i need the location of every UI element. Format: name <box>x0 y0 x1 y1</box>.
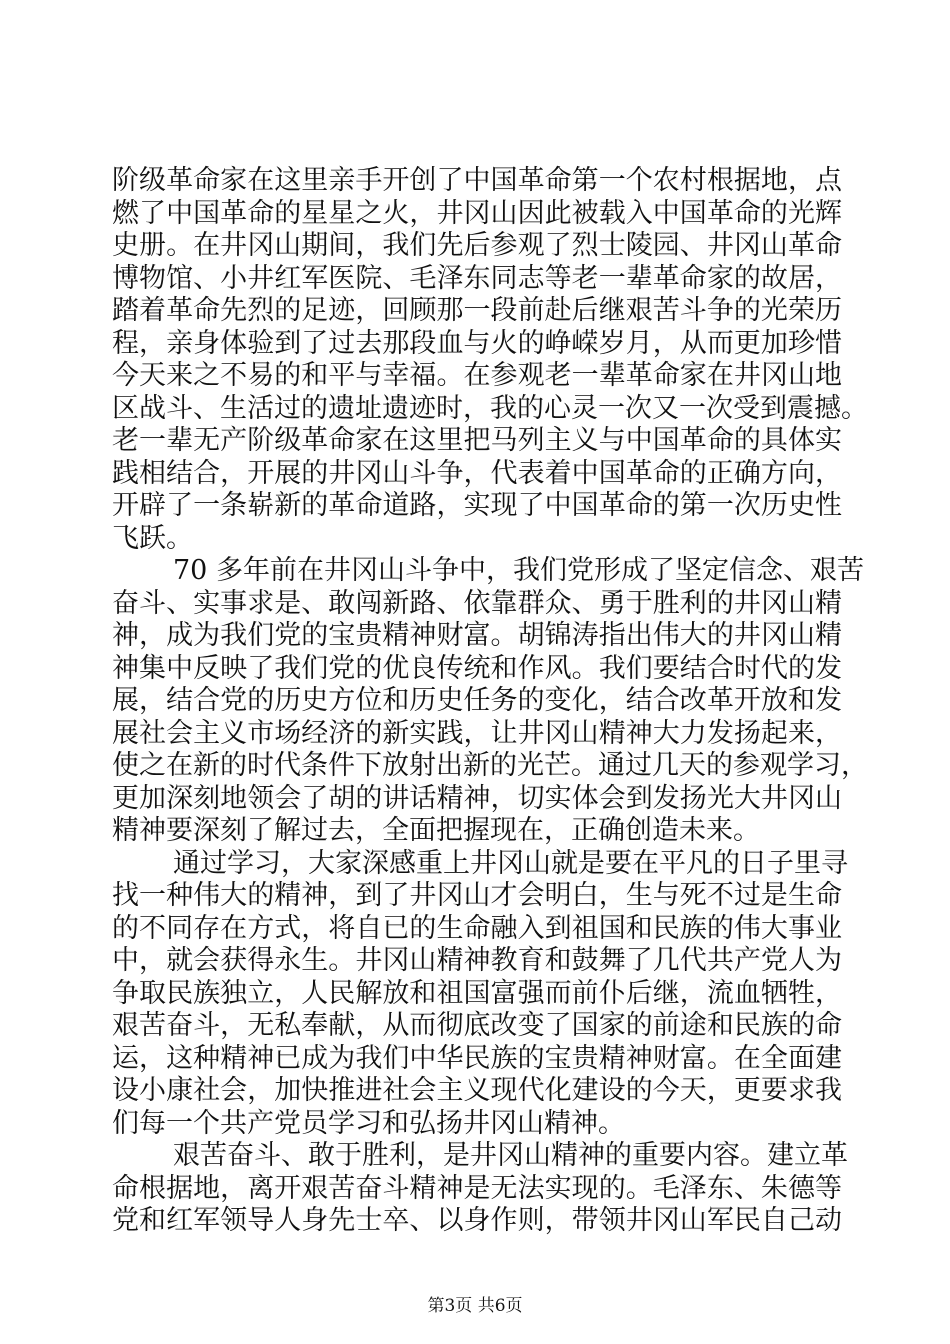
text-line: 开辟了一条崭新的革命道路，实现了中国革命的第一次历史性 <box>112 490 842 521</box>
text-line: 史册。在井冈山期间，我们先后参观了烈士陵园、井冈山革命 <box>112 230 842 261</box>
text-line: 今天来之不易的和平与幸福。在参观老一辈革命家在井冈山地 <box>112 360 842 391</box>
text-line: 奋斗、实事求是、敢闯新路、依靠群众、勇于胜利的井冈山精 <box>112 587 842 619</box>
text-line: 艰苦奋斗，无私奉献，从而彻底改变了国家的前途和民族的命 <box>112 1010 842 1041</box>
paragraph-first-line: 艰苦奋斗、敢于胜利，是井冈山精神的重要内容。建立革 <box>173 1140 848 1171</box>
text-line: 中，就会获得永生。井冈山精神教育和鼓舞了几代共产党人为 <box>112 945 842 976</box>
text-line: 运，这种精神已成为我们中华民族的宝贵精神财富。在全面建 <box>112 1042 842 1074</box>
body-text <box>112 165 868 1238</box>
text-line: 阶级革命家在这里亲手开创了中国革命第一个农村根据地，点 <box>112 165 842 196</box>
paragraph-first-line: 70 多年前在井冈山斗争中，我们党形成了坚定信念、艰苦 <box>173 555 864 586</box>
text-line: 展，结合党的历史方位和历史任务的变化，结合改革开放和发 <box>112 685 842 716</box>
text-line: 找一种伟大的精神，到了井冈山才会明白，生与死不过是生命 <box>112 880 842 911</box>
paragraph-first-line: 通过学习，大家深感重上井冈山就是要在平凡的日子里寻 <box>173 847 848 879</box>
text-line: 使之在新的时代条件下放射出新的光芒。通过几天的参观学习， <box>112 750 868 781</box>
page-number-footer: 第3页 共6页 <box>427 1296 523 1316</box>
text-line: 党和红军领导人身先士卒、以身作则，带领井冈山军民自己动 <box>112 1205 842 1236</box>
text-line: 的不同存在方式，将自已的生命融入到祖国和民族的伟大事业 <box>112 912 842 944</box>
text-line: 神集中反映了我们党的优良传统和作风。我们要结合时代的发 <box>112 652 842 684</box>
text-line: 设小康社会，加快推进社会主义现代化建设的今天，更要求我 <box>112 1075 842 1106</box>
text-line: 区战斗、生活过的遗址遗迹时，我的心灵一次又一次受到震撼。 <box>112 392 868 424</box>
text-line: 争取民族独立，人民解放和祖国富强而前仆后继，流血牺牲， <box>112 977 842 1009</box>
text-line: 践相结合，开展的井冈山斗争，代表着中国革命的正确方向， <box>112 457 842 489</box>
text-line: 程，亲身体验到了过去那段血与火的峥嵘岁月，从而更加珍惜 <box>112 327 842 359</box>
text-line: 展社会主义市场经济的新实践，让井冈山精神大力发扬起来， <box>112 717 842 749</box>
text-line: 博物馆、小井红军医院、毛泽东同志等老一辈革命家的故居， <box>112 262 842 294</box>
text-line: 神，成为我们党的宝贵精神财富。胡锦涛指出伟大的井冈山精 <box>112 620 842 651</box>
text-line: 踏着革命先烈的足迹，回顾那一段前赴后继艰苦斗争的光荣历 <box>112 295 842 326</box>
text-line: 命根据地，离开艰苦奋斗精神是无法实现的。毛泽东、朱德等 <box>112 1172 842 1204</box>
text-line: 飞跃。 <box>112 522 193 554</box>
text-line: 们每一个共产党员学习和弘扬井冈山精神。 <box>112 1107 625 1139</box>
text-line: 更加深刻地领会了胡的讲话精神，切实体会到发扬光大井冈山 <box>112 782 842 814</box>
text-line: 燃了中国革命的星星之火，井冈山因此被载入中国革命的光辉 <box>112 197 842 229</box>
text-line: 精神要深刻了解过去，全面把握现在，正确创造未来。 <box>112 815 760 846</box>
text-line: 老一辈无产阶级革命家在这里把马列主义与中国革命的具体实 <box>112 425 842 456</box>
